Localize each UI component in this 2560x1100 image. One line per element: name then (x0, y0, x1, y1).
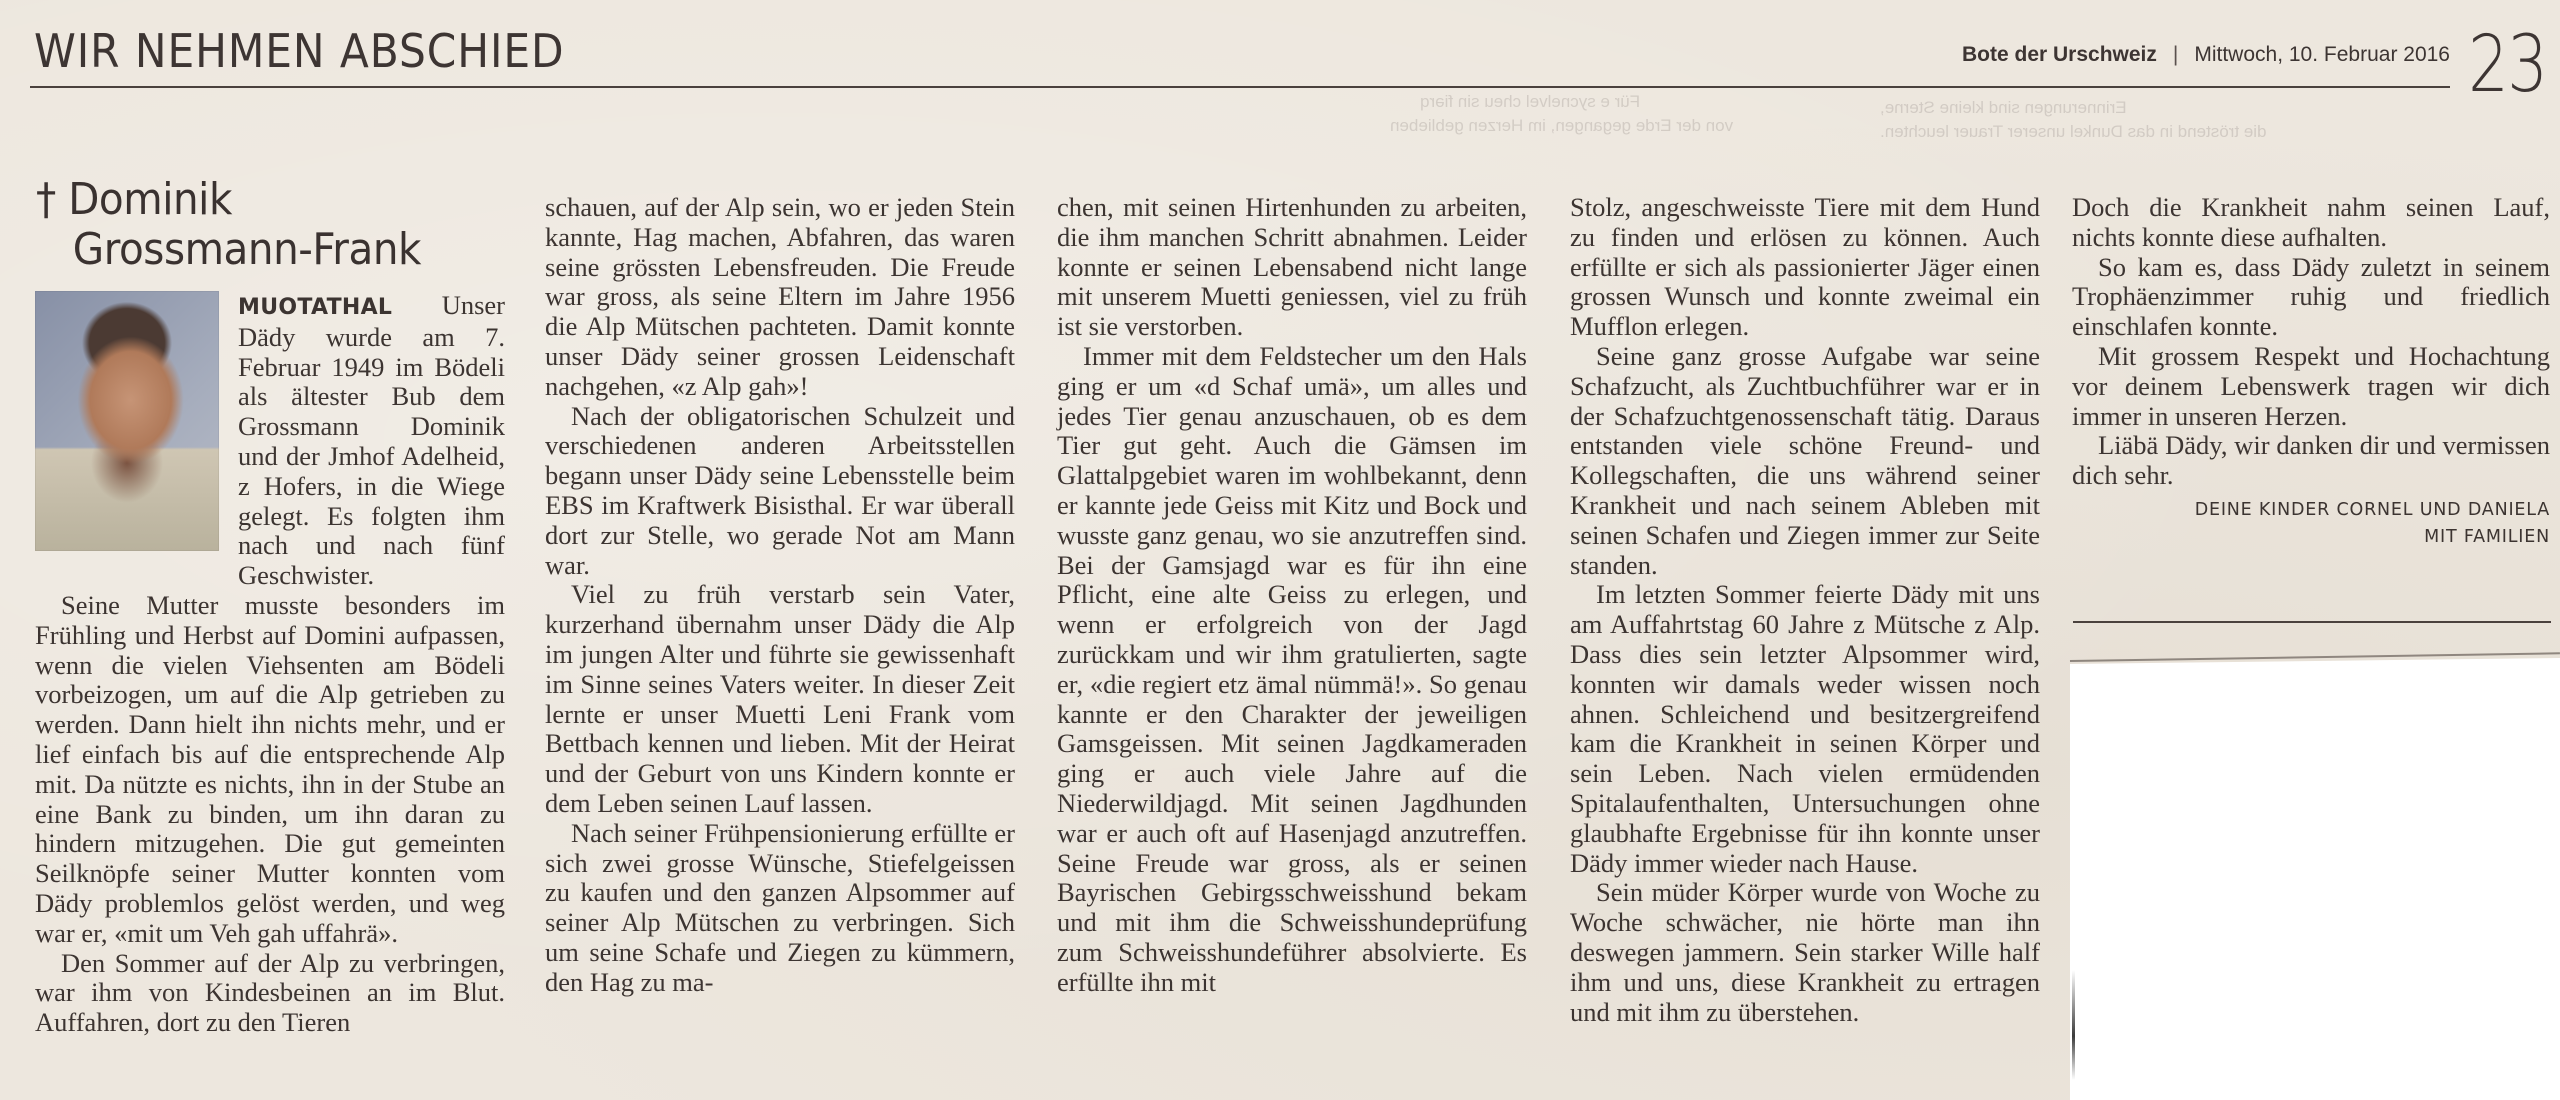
deceased-last-name: Grossmann-Frank (72, 224, 422, 275)
article-column-2 (545, 193, 1015, 998)
bleed-through-text: von der Erde gegangen, im Herzen geblieben (1390, 116, 1734, 135)
header-divider (30, 86, 2450, 88)
signature-line: DEINE KINDER CORNEL UND DANIELA (2194, 499, 2550, 520)
section-title: WIR NEHMEN ABSCHIED (34, 24, 565, 78)
article-paragraph: Im letzten Sommer feierte Dädy mit uns am Auffahrtstag 60 Jahre z Mütsche z Alp. Dass dies sein letzter Alpsommer wird, konnten wir damals weder wissen noch ahnen. Schleichend und besitzergreifend kam die Krankheit in seinen Körper und sein Leben. Nach vielen ermüdenden Spitalaufenthalten, Untersuchungen ohne glaubhafte Ergebnisse für ihn konnte unser Dädy immer wieder nach Hause. (1570, 579, 2040, 878)
signature-line: MIT FAMILIEN (2424, 526, 2550, 547)
article-column-1 (35, 291, 505, 1038)
article-paragraph: chen, mit seinen Hirtenhunden zu arbeiten, die ihm manchen Schritt abnahmen. Leider konnte er seinen Lebensabend nicht lange mit unserem Muetti geniessen, viel zu früh ist sie verstorben. (1057, 192, 1527, 342)
article-paragraph: So kam es, dass Dädy zuletzt in seinem Trophäenzimmer ruhig und friedlich einschlafen konnte. (2072, 251, 2550, 342)
article-paragraph: Liäbä Dädy, wir danken dir und vermissen dich sehr. (2072, 430, 2550, 491)
blank-backing-sheet (2070, 658, 2560, 1100)
article-paragraph: Den Sommer auf der Alp zu verbringen, war ihm von Kindesbeinen an im Blut. Auffahren, dort zu den Tieren (35, 947, 505, 1038)
deceased-first-name: Dominik (68, 174, 232, 225)
clipping-shadow (2072, 970, 2075, 1080)
article-column-3 (1057, 193, 1527, 998)
article-column-5 (2072, 193, 2550, 551)
bleed-through-text: Erinnerungen sind kleine Sterne, (1880, 98, 2127, 117)
masthead (1962, 43, 2450, 67)
article-paragraph: Stolz, angeschweisste Tiere mit dem Hund zu finden und erlösen zu können. Auch erfüllte er sich als passionierter Jäger einen grossen Wunsch und konnte zweimal ein Mufflon erlegen. (1570, 192, 2040, 342)
issue-date: Mittwoch, 10. Februar 2016 (2194, 43, 2450, 66)
article-paragraph: Immer mit dem Feldstecher um den Hals ging er um «d Schaf umä», um alles und jedes Tier genau anzuschauen, ob es dem Tier gut geht. Auch die Gämsen im Glattalpgebiet waren im wohlbekannt, denn er kannte jede Geiss mit Kitz und Bock und wusste ganz genau, wo sie anzutreffen sind. Bei der Gamsjagd war es für ihn eine Pflicht, eine alte Geiss zu erlegen, und wenn er erfolgreich von der Jagd zurückkam und wir ihm gratulierten, sagte er, «die regiert etz ämal nümmä!». So genau kannte er den Charakter der jeweiligen Gamsgeissen. Mit seinen Jagdkameraden ging er auch viele Jahre auf die Niederwildjagd. Mit seinen Jagdhunden war er auch oft auf Hasenjagd anzutreffen. Seine Freude war gross, als er seinen Bayrischen Gebirgsschweisshund bekam und mit ihm die Schweisshundeprüfung zum Schweisshundeführer absolvierte. Es erfüllte ihn mit (1057, 340, 1527, 997)
article-paragraph: Seine Mutter musste besonders im Frühling und Herbst auf Domini aufpassen, wenn die vielen Viehsenten am Bödeli vorbeizogen, um auf die Alp getrieben zu werden. Dann hielt ihn nichts mehr, und er lief einfach bis auf die entsprechende Alp mit. Da nützte es nichts, ihn in der Stube an eine Bank zu binden, um ihn daran zu hindern mitzugehen. Die gut gemeinten Seilknöpfe seiner Mutter konnten vom Dädy problemlos gelöst werden, und weg war er, «mit um Veh gah uffahrä». (35, 589, 505, 948)
bleed-through-text: die tröstend in das Dunkel unserer Trauer leuchten. (1880, 122, 2267, 141)
dateline: MUOTATHAL (238, 295, 393, 320)
article-paragraph: Nach seiner Frühpensionierung erfüllte er sich zwei grosse Wünsche, Stiefelgeissen zu kaufen und den ganzen Alpsommer auf seiner Alp Mütschen zu verbringen. Sich um seine Schafe und Ziegen zu kümmern, den Hag zu ma- (545, 817, 1015, 997)
page-number: 23 (2467, 20, 2546, 110)
article-paragraph: Seine ganz grosse Aufgabe war seine Schafzucht, als Zuchtbuchführer war er in der Schafzuchtgenossenschaft tätig. Daraus entstanden viele schöne Freund- und Kollegschaften, die uns während seiner Krankheit und nach seinem Ableben mit seinen Schafen und Ziegen immer zur Seite standen. (1570, 340, 2040, 580)
article-paragraph: schauen, auf der Alp sein, wo er jeden Stein kannte, Hag machen, Abfahren, das waren seine grössten Lebensfreuden. Die Freude war gross, als seine Eltern im Jahre 1956 die Alp Mütschen pachteten. Damit konnte unser Dädy seiner grossen Leidenschaft nachgehen, «z Alp gah»! (545, 192, 1015, 401)
masthead-separator: | (2172, 43, 2179, 66)
article-paragraph: Sein müder Körper wurde von Woche zu Woche schwächer, nie hörte man ihn deswegen jammern. Sein starker Wille half ihm und uns, diese Krankheit zu ertragen und mit ihm zu überstehen. (1570, 877, 2040, 1027)
article-paragraph: Doch die Krankheit nahm seinen Lauf, nichts konnte diese aufhalten. (2072, 192, 2550, 252)
newspaper-name: Bote der Urschweiz (1962, 43, 2157, 66)
article-paragraph: Nach der obligatorischen Schulzeit und verschiedenen anderen Arbeitsstellen begann unser Dädy seine Lebensstelle beim EBS im Kraftwerk Bisisthal. Er war überall dort zur Stelle, wo gerade Not am Mann war. (545, 400, 1015, 580)
article-paragraph: Viel zu früh verstarb sein Vater, kurzerhand übernahm unser Dädy die Alp im jungen Alter und führte sie gewissenhaft im Sinne seines Vaters weiter. In dieser Zeit lernte er unser Muetti Leni Frank vom Bettbach kennen und lieben. Mit der Heirat und der Geburt von uns Kindern konnte er dem Leben seinen Lauf lassen. (545, 579, 1015, 818)
article-column-4 (1570, 193, 2040, 1027)
article-paragraph: Mit grossem Respekt und Hochachtung vor deinem Lebenswerk tragen wir dich immer in unseren Herzen. (2072, 340, 2550, 431)
article-end-divider (2073, 621, 2551, 623)
obituary-heading (36, 175, 421, 275)
article-paragraph: MUOTATHAL Unser Dädy wurde am 7. Februar 1949 im Bödeli als ältester Bub dem Grossmann Dominik und der Jmhof Adelheid, z Hofers, in die Wiege gelegt. Es folgten ihm nach und nach fünf Geschwister. (238, 290, 505, 591)
bleed-through-text: Für e sycnelvel cheu sin fiərq (1420, 92, 1641, 111)
signature (2072, 497, 2550, 551)
cross-icon: † (36, 174, 56, 225)
